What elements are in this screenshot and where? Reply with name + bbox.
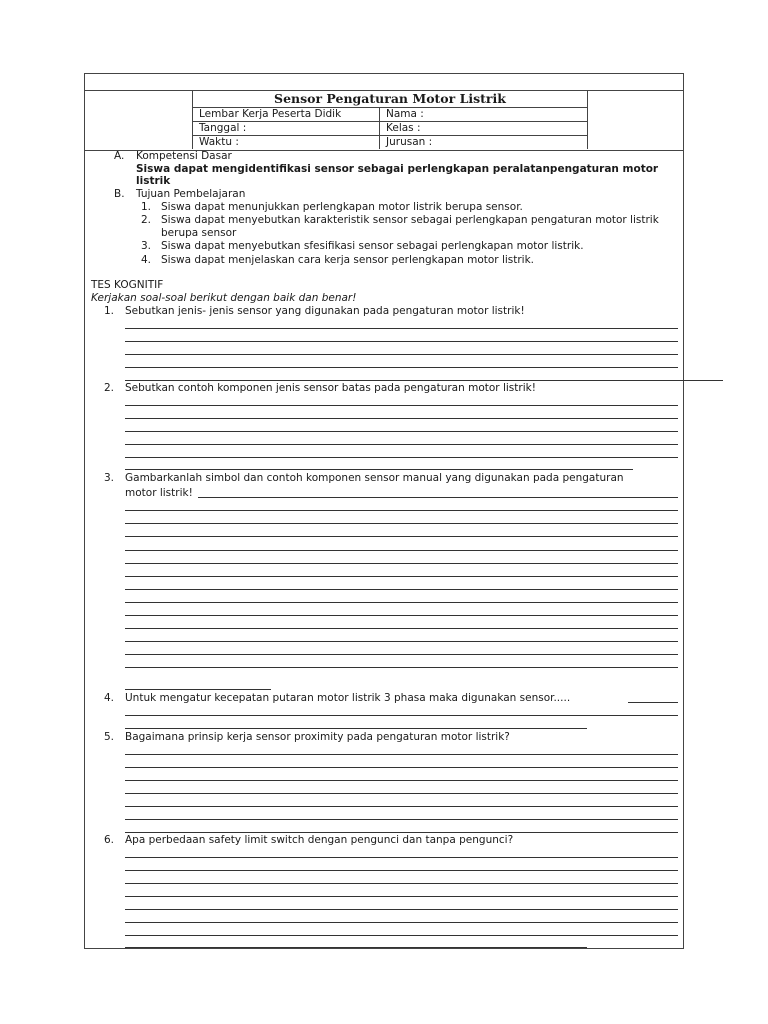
- answer-line[interactable]: [125, 602, 678, 603]
- answer-line[interactable]: [125, 793, 678, 794]
- answer-line[interactable]: [125, 654, 678, 655]
- header-row: [193, 122, 587, 136]
- answer-line[interactable]: [125, 550, 678, 551]
- answer-line[interactable]: [125, 563, 678, 564]
- objective-text: Siswa dapat menunjukkan perlengkapan motor listrik berupa sensor.: [161, 201, 523, 213]
- question-text: Sebutkan jenis- jenis sensor yang digunakan pada pengaturan motor listrik!: [125, 305, 525, 317]
- answer-line[interactable]: [125, 418, 678, 419]
- answer-line[interactable]: [125, 523, 678, 524]
- answer-line[interactable]: [125, 819, 678, 820]
- objective-text: Siswa dapat menjelaskan cara kerja sensor perlengkapan motor listrik.: [161, 254, 535, 266]
- answer-line[interactable]: [125, 641, 678, 642]
- section-a-heading: Kompetensi Dasar: [136, 150, 232, 162]
- worksheet-title: Sensor Pengaturan Motor Listrik: [193, 90, 587, 108]
- objective-text: Siswa dapat menyebutkan sfesifikasi sensor sebagai perlengkapan motor listrik.: [161, 240, 584, 252]
- objective-text-continued: berupa sensor: [161, 227, 237, 239]
- answer-line[interactable]: [125, 806, 678, 807]
- answer-line[interactable]: [125, 354, 678, 355]
- section-b-marker: B.: [114, 188, 125, 200]
- question-text: Sebutkan contoh komponen jenis sensor batas pada pengaturan motor listrik!: [125, 382, 536, 394]
- top-border-strip: [85, 74, 683, 91]
- answer-line[interactable]: [125, 405, 678, 406]
- answer-line[interactable]: [125, 832, 678, 833]
- answer-line[interactable]: [125, 780, 678, 781]
- objective-number: 1.: [141, 201, 152, 213]
- answer-line[interactable]: [125, 431, 678, 432]
- answer-line[interactable]: [125, 510, 678, 511]
- question-number: 2.: [104, 382, 115, 394]
- header-cell-name-field[interactable]: Nama :: [386, 108, 424, 120]
- answer-line[interactable]: [125, 728, 587, 729]
- answer-blank[interactable]: [628, 702, 678, 703]
- answer-line[interactable]: [125, 589, 678, 590]
- answer-line[interactable]: [125, 615, 678, 616]
- answer-line[interactable]: [125, 767, 678, 768]
- section-a-text-line1: Siswa dapat mengidentifikasi sensor sebagai perlengkapan peralatanpengaturan motor: [136, 163, 659, 175]
- answer-line[interactable]: [125, 328, 678, 329]
- header-table: [192, 90, 588, 149]
- answer-line[interactable]: [125, 883, 678, 884]
- header-row: [193, 108, 587, 122]
- answer-line[interactable]: [198, 497, 678, 498]
- section-b-heading: Tujuan Pembelajaran: [136, 188, 246, 200]
- answer-line[interactable]: [125, 576, 678, 577]
- answer-line[interactable]: [125, 444, 678, 445]
- question-number: 1.: [104, 305, 115, 317]
- answer-line[interactable]: [125, 935, 678, 936]
- objective-number: 3.: [141, 240, 152, 252]
- answer-line[interactable]: [125, 628, 678, 629]
- answer-line[interactable]: [125, 380, 723, 381]
- answer-line[interactable]: [125, 469, 633, 470]
- answer-line[interactable]: [125, 689, 271, 690]
- header-cell-worksheet-type: Lembar Kerja Peserta Didik: [193, 108, 380, 121]
- header-cell-major-field[interactable]: Jurusan :: [386, 136, 433, 148]
- question-text: Untuk mengatur kecepatan putaran motor listrik 3 phasa maka digunakan sensor.....: [125, 692, 571, 704]
- answer-line[interactable]: [125, 754, 678, 755]
- test-instruction: Kerjakan soal-soal berikut dengan baik dan benar!: [91, 292, 357, 304]
- answer-line[interactable]: [125, 667, 678, 668]
- header-row: [193, 136, 587, 149]
- answer-line[interactable]: [125, 715, 678, 716]
- question-text: Bagaimana prinsip kerja sensor proximity pada pengaturan motor listrik?: [125, 731, 510, 743]
- question-number: 3.: [104, 472, 115, 484]
- answer-line[interactable]: [125, 367, 678, 368]
- question-text: Gambarkanlah simbol dan contoh komponen sensor manual yang digunakan pada pengaturan: [125, 472, 624, 484]
- header-cell-date-field[interactable]: Tanggal :: [193, 122, 380, 135]
- answer-line[interactable]: [125, 857, 678, 858]
- objective-number: 4.: [141, 254, 152, 266]
- answer-line[interactable]: [125, 947, 587, 948]
- answer-line[interactable]: [125, 922, 678, 923]
- objective-text: Siswa dapat menyebutkan karakteristik sensor sebagai perlengkapan pengaturan motor listrik: [161, 214, 659, 226]
- answer-line[interactable]: [125, 457, 678, 458]
- question-number: 5.: [104, 731, 115, 743]
- objective-number: 2.: [141, 214, 152, 226]
- answer-line[interactable]: [125, 909, 678, 910]
- question-number: 6.: [104, 834, 115, 846]
- header-area: [85, 90, 683, 151]
- header-cell-time-field[interactable]: Waktu :: [193, 136, 380, 149]
- answer-line[interactable]: [125, 870, 678, 871]
- section-a-marker: A.: [114, 150, 125, 162]
- header-cell-class-field[interactable]: Kelas :: [386, 122, 421, 134]
- answer-line[interactable]: [125, 896, 678, 897]
- section-a-text-line2: listrik: [136, 175, 171, 187]
- answer-line[interactable]: [125, 536, 678, 537]
- question-number: 4.: [104, 692, 115, 704]
- question-text-continued: motor listrik!: [125, 487, 193, 499]
- answer-line[interactable]: [125, 341, 678, 342]
- test-title: TES KOGNITIF: [91, 279, 164, 291]
- question-text: Apa perbedaan safety limit switch dengan pengunci dan tanpa pengunci?: [125, 834, 514, 846]
